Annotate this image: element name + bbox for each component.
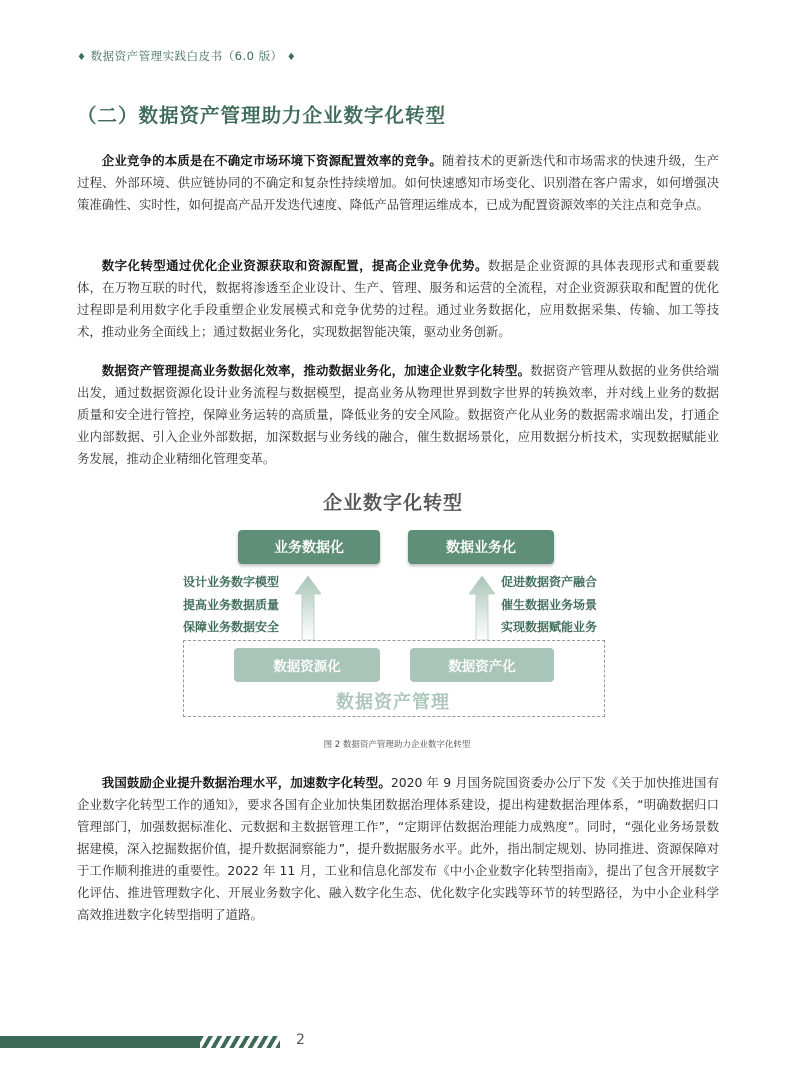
paragraph-body: 数据资产管理从数据的业务供给端出发，通过数据资源化设计业务流程与数据模型，提高业务从物理世界到数字世界的转换效率，并对线上业务的数据质量和安全进行管控，保障业务运转的高质量，降低业务的安全风险。数据资产化从业务的数据需求端出发，打通企业内部数据、引入企业外部数据，加深数据与业务线的融合，催生数据场景化，应用数据分析技术，实现数据赋能业务发展，推动企业精细化管理变革。 [77,363,720,466]
page-number: 2 [296,1032,305,1048]
data-assetization-box: 数据资产化 [410,648,554,682]
section-title: （二）数据资产管理助力企业数字化转型 [77,104,447,127]
left-item: 提高业务数据质量 [183,597,280,612]
paragraph-2 [77,255,719,343]
right-item: 催生数据业务场景 [501,597,598,612]
diamond-icon: ♦ [286,52,297,63]
left-item-list [183,571,279,639]
paragraph-body: 2020 年 9 月国务院国资委办公厅下发《关于加快推进国有企业数字化转型工作的通知》，要求各国有企业加快集团数据治理体系建设，提出构建数据治理体系，“明确数据归口管理部门，加强数据标准化、元数据和主数据管理工作”，“定期评估数据治理能力成熟度”。同时，“强化业务场景数据建模，深入挖掘数据价值，提升数据洞察能力”，提升数据服务水平。此外，指出制定规划、协同推进、资源保障对于工作顺利推进的重要性。2022 年 11 月，工业和信息化部发布《中小企业数字化转型指南》，提出了包含开展数字化评估、推进管理数字化、开展业务数字化、融入数字化生态、优化数字化实践等环节的转型路径，为中小企业科学高效推进数字化转型指明了道路。 [77,775,720,922]
paragraph-lead: 数据资产管理提高业务数据化效率，推动数据业务化，加速企业数字化转型。 [101,363,531,378]
business-datafication-box: 业务数据化 [238,530,380,564]
paragraph-lead: 数字化转型通过优化企业资源获取和资源配置，提高企业竞争优势。 [101,258,488,273]
up-arrow-icon [295,576,321,640]
right-item-list [501,571,597,639]
paragraph-lead: 企业竞争的本质是在不确定市场环境下资源配置效率的竞争。 [101,153,443,168]
data-resourcization-box: 数据资源化 [234,648,380,682]
up-arrow-icon [469,576,495,640]
footer-stripes [200,1036,280,1048]
diamond-icon: ♦ [77,52,87,63]
figure-caption: 图 2 数据资产管理助力企业数字化转型 [323,740,471,750]
left-item: 保障业务数据安全 [183,620,280,634]
footer-bar [0,1036,200,1048]
figure-title: 企业数字化转型 [322,492,463,514]
paragraph-body: 随着技术的更新迭代和市场需求的快速升级，生产过程、外部环境、供应链协同的不确定和复杂性持续增加。如何快速感知市场变化、识别潜在客户需求，如何增强决策准确性、实时性，如何提高产品开发迭代速度、降低产品管理运维成本，已成为配置资源效率的关注点和竞争点。 [77,153,720,212]
paragraph-1 [77,150,719,216]
data-asset-management-label: 数据资产管理 [336,692,450,713]
paragraph-3 [77,360,719,470]
running-header [77,48,296,64]
paragraph-4 [77,772,719,926]
data-businessization-box: 数据业务化 [408,530,554,564]
header-text: 数据资产管理实践白皮书（6.0 版） [90,49,283,63]
paragraph-lead: 我国鼓励企业提升数据治理水平，加速数字化转型。 [101,775,391,790]
digital-transformation-diagram [180,488,606,722]
right-item: 促进数据资产融合 [501,575,598,589]
left-item: 设计业务数字模型 [183,575,280,589]
right-item: 实现数据赋能业务 [501,620,598,634]
paragraph-body: 数据是企业资源的具体表现形式和重要载体，在万物互联的时代，数据将渗透至企业设计、生产、管理、服务和运营的全流程，对企业资源获取和配置的优化过程即是利用数字化手段重塑企业发展模式和竞争优势的过程。通过业务数据化，应用数据采集、传输、加工等技术，推动业务全面线上；通过数据业务化，实现数据智能决策，驱动业务创新。 [77,258,720,339]
